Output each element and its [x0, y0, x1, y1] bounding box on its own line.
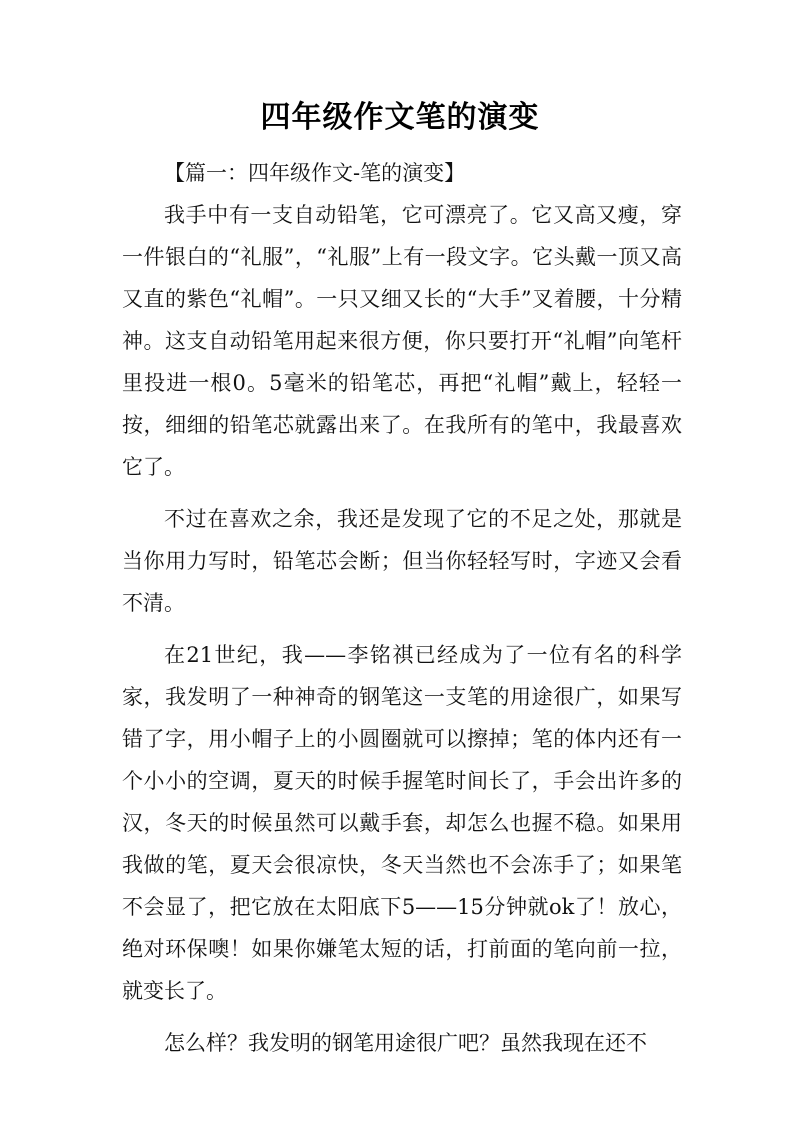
paragraph-4: 怎么样？我发明的钢笔用途很广吧？虽然我现在还不	[164, 1031, 647, 1055]
paragraph-1: 我手中有一支自动铅笔，它可漂亮了。它又高又瘦，穿一件银白的“礼服”，“礼服”上有一段文字。它头戴一顶又高又直的紫色“礼帽”。一只又细又长的“大手”叉着腰，十分精神。这支自动铅笔用起来很方便，你只要打开“礼帽”向笔杆里投进一根0。5毫米的铅笔芯，再把“礼帽”戴上，轻轻一按，细细的铅笔芯就露出来了。在我所有的笔中，我最喜欢它了。	[122, 203, 682, 479]
paragraph-2: 不过在喜欢之余，我还是发现了它的不足之处，那就是当你用力写时，铅笔芯会断；但当你轻轻写时，字迹又会看不清。	[122, 507, 682, 615]
article-body	[122, 152, 682, 1074]
section-heading: 【篇一：四年级作文-笔的演变】	[164, 161, 466, 185]
paragraph-3: 在21世纪，我——李铭祺已经成为了一位有名的科学家，我发明了一种神奇的钢笔这一支笔的用途很广，如果写错了字，用小帽子上的小圆圈就可以擦掉；笔的体内还有一个小小的空调，夏天的时候手握笔时间长了，手会出许多的汉，冬天的时候虽然可以戴手套，却怎么也握不稳。如果用我做的笔，夏天会很凉快，冬天当然也不会冻手了；如果笔不会显了，把它放在太阳底下5——15分钟就ok了！放心，绝对环保噢！如果你嫌笔太短的话，打前面的笔向前一拉，就变长了。	[122, 643, 682, 1003]
page-title: 四年级作文笔的演变	[260, 100, 540, 135]
